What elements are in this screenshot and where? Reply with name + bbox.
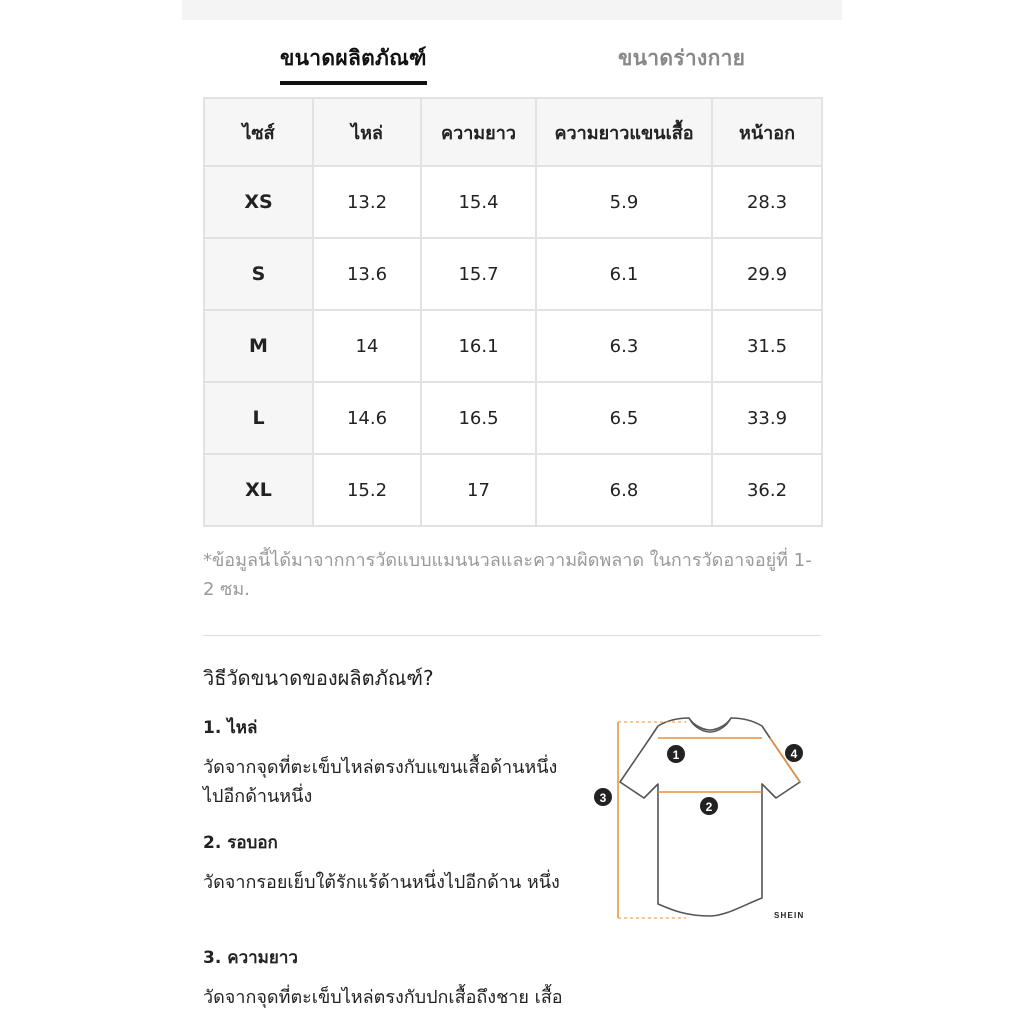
table-row [204,382,822,454]
top-strip [182,0,842,20]
tshirt-measurement-diagram [586,712,816,930]
size-cell: L [204,382,313,454]
measure-section-length [203,944,573,1012]
table-cell: 6.8 [536,454,712,526]
header-shoulder: ไหล่ [313,98,421,166]
header-bust: หน้าอก [712,98,822,166]
size-table [203,97,823,527]
svg-text:3: 3 [599,791,607,805]
table-cell: 16.1 [421,310,536,382]
table-cell: 17 [421,454,536,526]
how-to-measure-title: วิธีวัดขนาดของผลิตภัณฑ์? [203,666,434,690]
table-cell: 13.2 [313,166,421,238]
table-cell: 33.9 [712,382,822,454]
svg-text:1: 1 [672,748,680,762]
table-row [204,310,822,382]
size-cell: M [204,310,313,382]
section-text: วัดจากรอยเย็บใต้รักแร้ด้านหนึ่งไปอีกด้าน หนึ่ง [203,872,560,893]
table-cell: 13.6 [313,238,421,310]
table-cell: 15.2 [313,454,421,526]
table-row [204,238,822,310]
table-row [204,166,822,238]
divider [203,635,821,636]
size-cell: XL [204,454,313,526]
section-text: วัดจากจุดที่ตะเข็บไหล่ตรงกับแขนเสื้อด้านหนึ่ง ไปอีกด้านหนึ่ง [203,757,558,807]
section-title: 2. รอบอก [203,833,278,853]
table-header-row [204,98,822,166]
marker-2 [700,797,718,815]
svg-text:4: 4 [790,747,798,761]
header-size: ไซส์ [204,98,313,166]
table-cell: 16.5 [421,382,536,454]
marker-1 [667,745,685,763]
header-length: ความยาว [421,98,536,166]
table-cell: 14.6 [313,382,421,454]
table-cell: 36.2 [712,454,822,526]
tshirt-icon [620,718,800,916]
measure-section-shoulder [203,714,573,811]
table-cell: 31.5 [712,310,822,382]
measurement-note: *ข้อมูลนี้ได้มาจากการวัดแบบแมนนวลและความผิดพลาด ในการวัดอาจอยู่ที่ 1-2 ซม. [203,550,812,600]
table-cell: 29.9 [712,238,822,310]
table-cell: 6.3 [536,310,712,382]
table-row [204,454,822,526]
size-tabs [182,38,842,84]
size-cell: XS [204,166,313,238]
table-cell: 5.9 [536,166,712,238]
table-cell: 6.5 [536,382,712,454]
table-cell: 28.3 [712,166,822,238]
tab-product-size[interactable]: ขนาดผลิตภัณฑ์ [280,42,427,85]
brand-label: SHEIN [774,911,805,920]
table-cell: 15.7 [421,238,536,310]
svg-text:2: 2 [705,800,713,814]
measure-section-bust [203,829,573,897]
section-title: 3. ความยาว [203,948,298,968]
marker-4 [785,744,803,762]
marker-3 [594,788,612,806]
table-cell: 6.1 [536,238,712,310]
table-cell: 15.4 [421,166,536,238]
section-title: 1. ไหล่ [203,718,258,738]
header-sleeve-length: ความยาวแขนเสื้อ [536,98,712,166]
section-text: วัดจากจุดที่ตะเข็บไหล่ตรงกับปกเสื้อถึงชาย เสื้อ [203,987,563,1008]
table-cell: 14 [313,310,421,382]
tab-body-size[interactable]: ขนาดร่างกาย [618,46,746,70]
size-cell: S [204,238,313,310]
